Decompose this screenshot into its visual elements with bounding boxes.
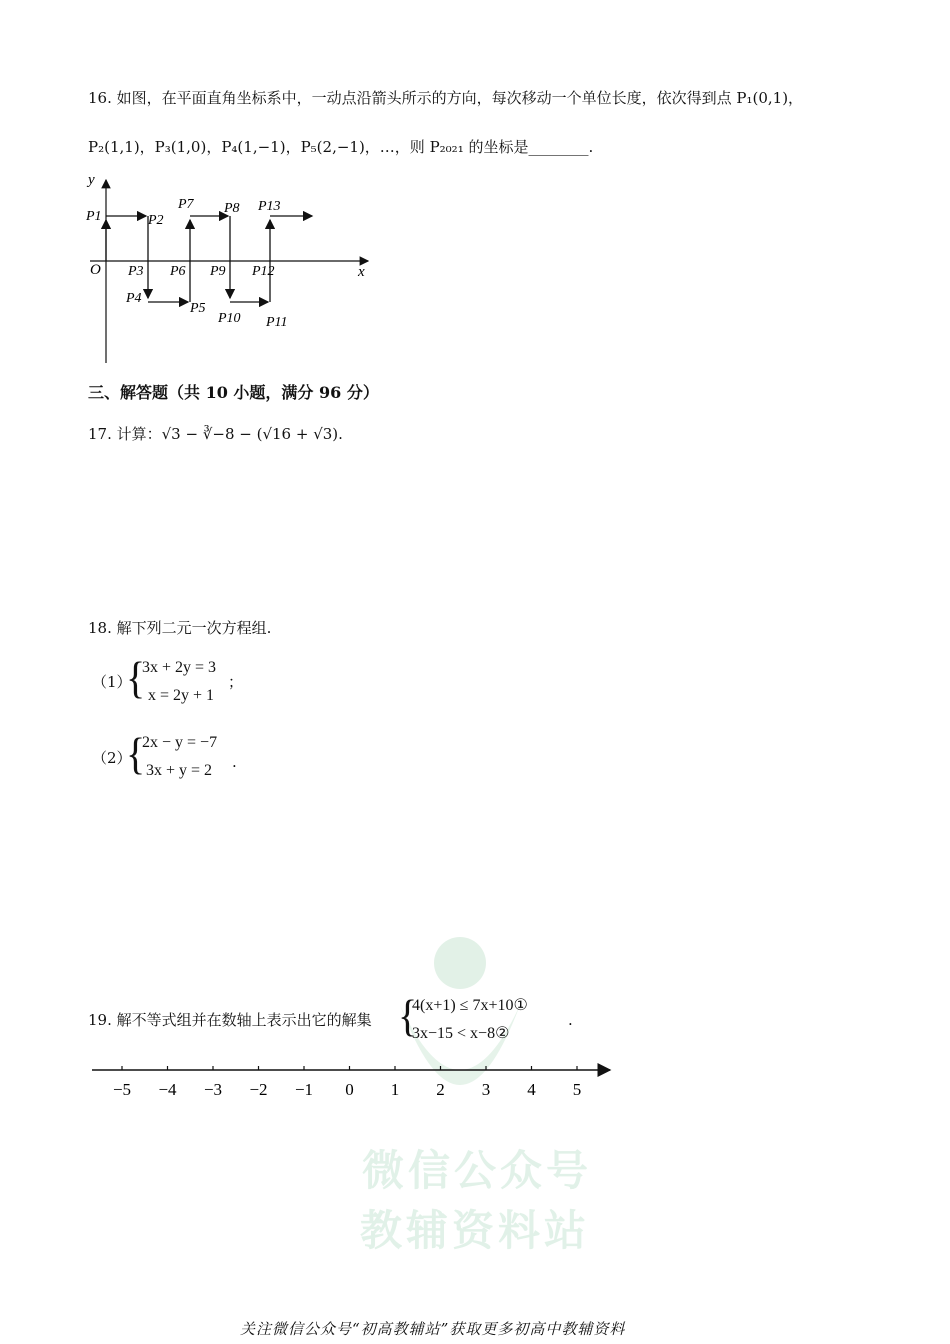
label-p2: P2 (148, 213, 164, 228)
number-line-tick-label: −1 (294, 1080, 314, 1099)
label-p9: P9 (210, 264, 226, 279)
q18-part1-eq1: 3x + 2y = 3 (142, 659, 217, 676)
number-line-tick-label: 4 (527, 1080, 536, 1099)
q18-part1-end: ； (228, 673, 244, 691)
q16-line1: 16. 如图，在平面直角坐标系中，一动点沿箭头所示的方向，每次移动一个单位长度，依次得到点 P₁(0,1)， (88, 89, 804, 107)
number-line-tick-label: 1 (390, 1080, 400, 1099)
q19-brace: { (398, 990, 418, 1041)
label-p12: P12 (252, 264, 275, 279)
label-p8: P8 (224, 201, 240, 216)
q17-text: 17. 计算：√3 − ∛−8 − (√16 + √3). (88, 425, 343, 443)
number-line-tick-label: −3 (203, 1080, 223, 1099)
number-line-tick-label: −5 (112, 1080, 132, 1099)
section-title: 三、解答题（共 10 小题，满分 96 分） (88, 383, 379, 402)
q18-part2-eq1: 2x − y = −7 (142, 734, 218, 751)
number-line-tick-label: −4 (158, 1080, 177, 1099)
number-line-tick-label: 0 (345, 1080, 354, 1099)
origin-label: O (90, 262, 101, 278)
label-p4: P4 (126, 291, 142, 306)
label-p1: P1 (86, 209, 102, 224)
q18-part2-brace: { (126, 728, 146, 779)
q16-line2: P₂(1,1)，P₃(1,0)，P₄(1,−1)，P₅(2,−1)，…，则 P₂₀₂₁ 的坐标是________. (88, 138, 594, 156)
number-line-tick-label: 3 (481, 1080, 491, 1099)
footer-text: 关注微信公众号“初高教辅站”获取更多初高中教辅资料 (240, 1320, 626, 1338)
number-line-tick-label: −2 (249, 1080, 268, 1099)
q19-end: . (568, 1011, 573, 1029)
label-p11: P11 (266, 315, 288, 330)
label-p5: P5 (190, 301, 206, 316)
q19-ineq1: 4(x+1) ≤ 7x+10① (412, 997, 528, 1014)
label-p6: P6 (170, 264, 186, 279)
label-p7: P7 (178, 197, 194, 212)
q16-coordinate-diagram (80, 168, 380, 368)
q18-part2-label: （2） (92, 749, 132, 767)
label-p13: P13 (258, 199, 281, 214)
watermark-line1: 微信公众号 (362, 1146, 593, 1195)
number-line (90, 1058, 620, 1108)
y-axis-label: y (88, 172, 95, 188)
q18-part1-label: （1） (92, 673, 132, 691)
number-line-tick-label: 2 (436, 1080, 445, 1099)
q18-part1-brace: { (126, 652, 146, 703)
label-p3: P3 (128, 264, 144, 279)
watermark-line2: 教辅资料站 (360, 1206, 591, 1255)
x-axis-label: x (358, 264, 365, 280)
q19-ineq2: 3x−15 < x−8② (412, 1025, 510, 1042)
q18-part1-eq2: x = 2y + 1 (148, 687, 215, 704)
q18-part2-eq2: 3x + y = 2 (146, 762, 213, 779)
q18-part2-end: . (232, 753, 237, 771)
q18-title: 18. 解下列二元一次方程组. (88, 619, 272, 637)
q19-text: 19. 解不等式组并在数轴上表示出它的解集 (88, 1011, 372, 1029)
label-p10: P10 (218, 311, 241, 326)
number-line-tick-label: 5 (572, 1080, 582, 1099)
